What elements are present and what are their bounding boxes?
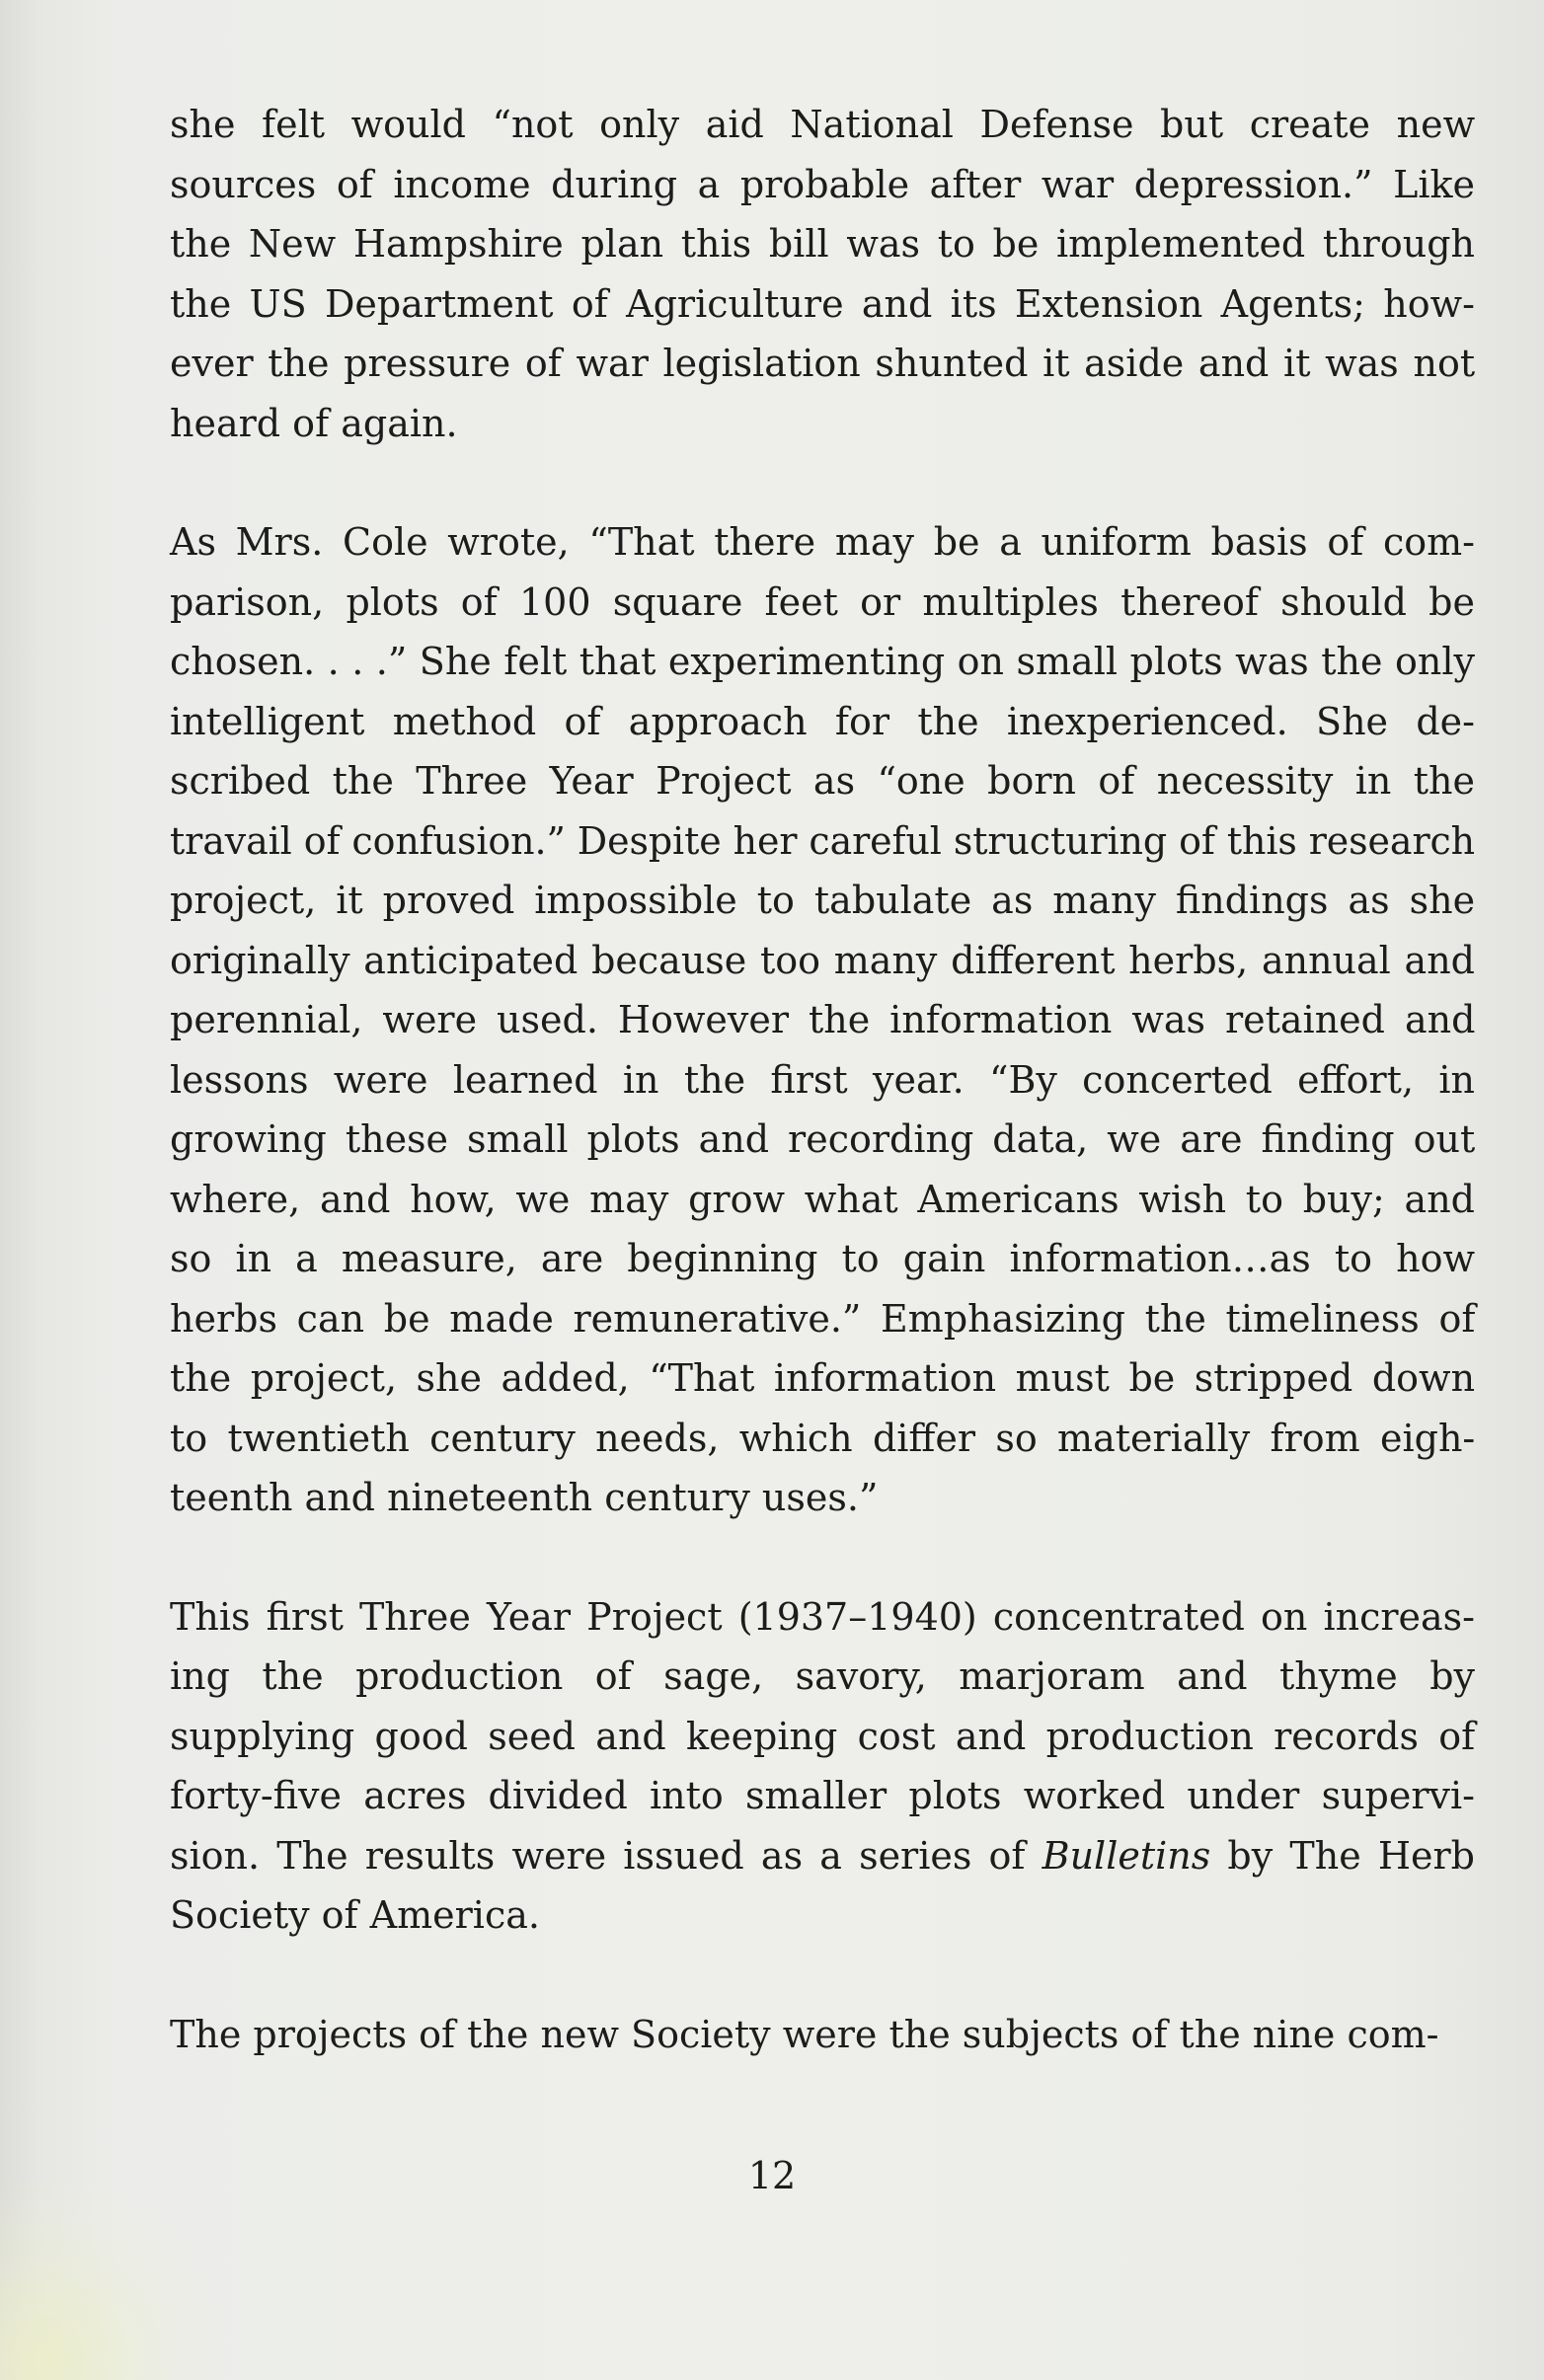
text-line: This first Three Year Project (1937–1940) concentrated on increas- <box>170 1594 1475 1639</box>
italic-title: Bulletins <box>1042 1833 1211 1878</box>
text-line: travail of confusion.” Despite her careful structuring of this research <box>170 818 1475 863</box>
text-line: herbs can be made remunerative.” Emphasizing the timeliness of <box>170 1296 1476 1341</box>
text-line: ing the production of sage, savory, marjoram and thyme by <box>170 1654 1475 1698</box>
text-line: heard of again. <box>170 401 458 445</box>
text-line: she felt would “not only aid National Defense but create new <box>170 103 1476 146</box>
text-line: chosen. . . .” She felt that experimenting on small plots was the only <box>170 640 1475 683</box>
text-run: sion. The results were issued as a series of <box>170 1833 1042 1878</box>
body-text <box>170 95 1475 2123</box>
text-line: As Mrs. Cole wrote, “That there may be a uniform basis of com- <box>170 520 1475 564</box>
text-line: forty-five acres divided into smaller plots worked under supervi- <box>170 1774 1475 1817</box>
text-line: the project, she added, “That information must be stripped down <box>170 1356 1476 1400</box>
text-line: to twentieth century needs, which differ so materially from eigh- <box>170 1416 1476 1460</box>
paragraph <box>170 512 1475 1528</box>
text-line: originally anticipated because too many different herbs, annual and <box>170 938 1475 982</box>
paragraph <box>170 2005 1475 2065</box>
paragraph <box>170 1587 1475 1946</box>
page-number: 12 <box>747 2154 797 2197</box>
text-line: ever the pressure of war legislation shunted it aside and it was not <box>170 342 1476 385</box>
text-line: so in a measure, are beginning to gain information…as to how <box>170 1237 1475 1280</box>
text-line: the US Department of Agriculture and its Extension Agents; how- <box>170 281 1475 326</box>
text-line: scribed the Three Year Project as “one born of necessity in the <box>170 759 1475 803</box>
text-line: growing these small plots and recording data, we are finding out <box>170 1117 1476 1161</box>
page-corner-light <box>0 2183 217 2380</box>
text-run: by The Herb <box>1210 1833 1475 1878</box>
text-line: the New Hampshire plan this bill was to be implemented through <box>170 222 1475 266</box>
text-line: teenth and nineteenth century uses.” <box>170 1476 879 1519</box>
text-line: where, and how, we may grow what Americans wish to buy; and <box>170 1177 1475 1221</box>
paragraph <box>170 95 1475 453</box>
text-line: parison, plots of 100 square feet or multiples thereof should be <box>170 579 1475 624</box>
text-line: lessons were learned in the first year. “By concerted effort, in <box>170 1057 1475 1102</box>
text-line-with-italic <box>170 1826 1475 1886</box>
text-line: perennial, were used. However the information was retained and <box>170 998 1476 1041</box>
text-line: Society of America. <box>170 1893 540 1937</box>
text-line: supplying good seed and keeping cost and production records of <box>170 1714 1476 1758</box>
text-line: The projects of the new Society were the subjects of the nine com- <box>170 2012 1439 2056</box>
text-line: project, it proved impossible to tabulate as many findings as she <box>170 879 1476 922</box>
text-line: sources of income during a probable after war depression.” Like <box>170 162 1475 206</box>
text-line: intelligent method of approach for the inexperienced. She de- <box>170 699 1476 743</box>
